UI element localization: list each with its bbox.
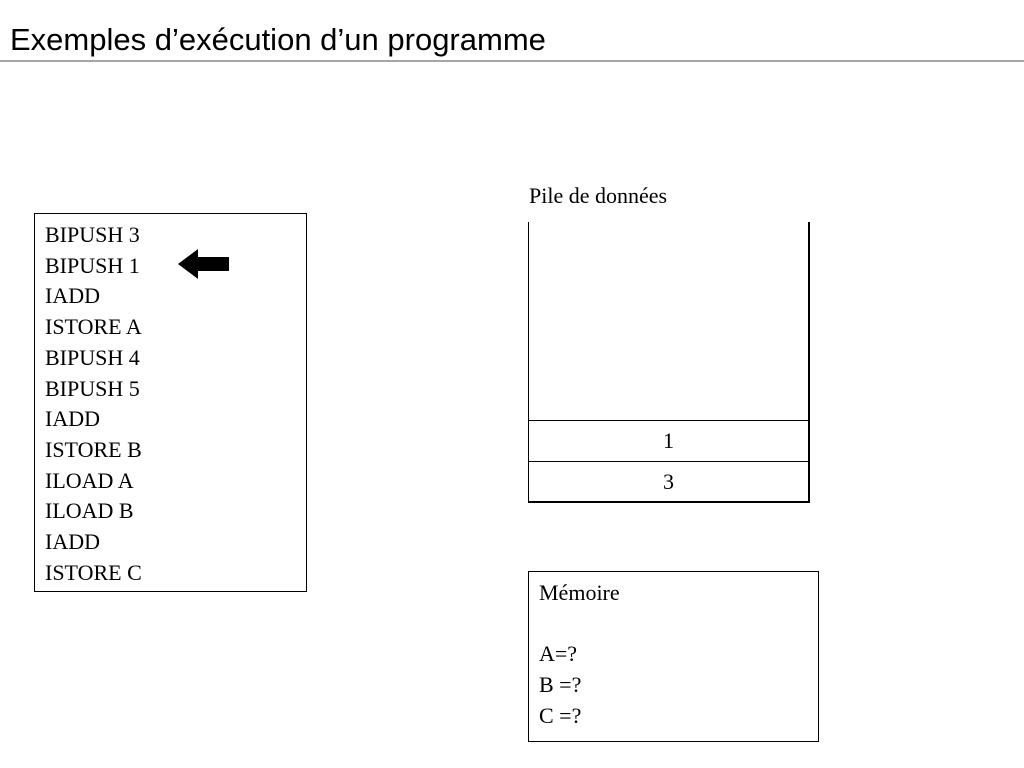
program-listing <box>34 213 307 592</box>
stack-cell-top: 1 <box>528 420 810 462</box>
memory-content <box>539 578 620 731</box>
instruction-line: BIPUSH 3 <box>45 222 140 247</box>
left-arrow-icon <box>177 247 230 281</box>
instruction-line: ISTORE B <box>45 436 142 462</box>
stack-cell-bottom: 3 <box>528 461 810 503</box>
memory-entry-c: C =? <box>539 702 582 728</box>
memory-entry-a: A=? <box>539 641 578 667</box>
stack-label: Pile de données <box>529 183 668 208</box>
memory-title: Mémoire <box>539 580 620 605</box>
instruction-line: ISTORE A <box>45 314 142 340</box>
instruction-line: BIPUSH 5 <box>45 375 140 401</box>
instruction-line: IADD <box>45 406 100 432</box>
memory-spacer <box>539 609 620 640</box>
instruction-line: IADD <box>45 529 100 555</box>
memory-entry-b: B =? <box>539 672 582 698</box>
slide-title: Exemples d’exécution d’un programme <box>10 22 546 57</box>
instruction-line: ILOAD A <box>45 467 134 493</box>
instruction-line: ISTORE C <box>45 559 142 585</box>
instruction-line: IADD <box>45 283 100 309</box>
instruction-line-current: BIPUSH 1 <box>45 252 140 278</box>
instruction-list <box>45 220 142 588</box>
instruction-line: BIPUSH 4 <box>45 344 140 370</box>
instruction-line: ILOAD B <box>45 498 134 524</box>
title-divider <box>0 60 1024 62</box>
memory-panel <box>528 571 819 742</box>
